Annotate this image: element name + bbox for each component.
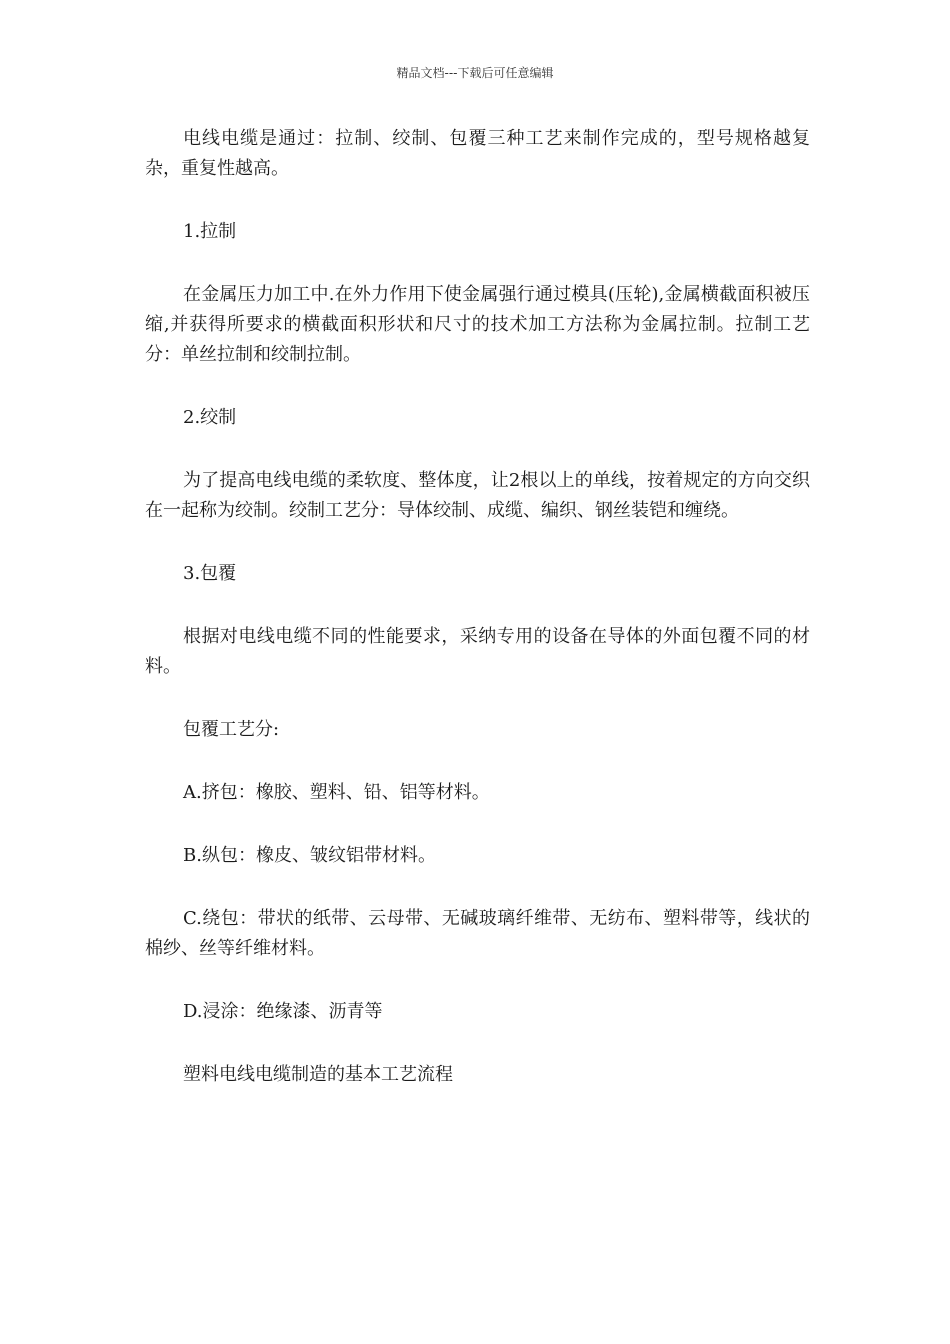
covering-item-d: D.浸涂：绝缘漆、沥青等	[183, 1001, 383, 1022]
stranding-paragraph: 为了提高电线电缆的柔软度、整体度，让2根以上的单线，按着规定的方向交织在一起称为绞制。绞制工艺分：导体绞制、成缆、编织、钢丝装铠和缠绕。	[145, 470, 810, 521]
section-heading-covering: 3.包覆	[183, 563, 237, 584]
intro-paragraph: 电线电缆是通过：拉制、绞制、包覆三种工艺来制作完成的，型号规格越复杂，重复性越高。	[145, 128, 810, 179]
covering-item-b: B.纵包：橡皮、皱纹铝带材料。	[183, 845, 436, 866]
document-body	[145, 124, 810, 1123]
covering-item-c: C.绕包：带状的纸带、云母带、无碱玻璃纤维带、无纺布、塑料带等，线状的棉纱、丝等纤维材料。	[145, 908, 810, 959]
section-heading-stranding: 2.绞制	[183, 407, 237, 428]
section-heading-drawing: 1.拉制	[183, 221, 237, 242]
covering-types-label: 包覆工艺分:	[183, 719, 280, 740]
page-header: 精品文档---下载后可任意编辑	[396, 66, 554, 80]
drawing-paragraph: 在金属压力加工中.在外力作用下使金属强行通过模具(压轮),金属横截面积被压缩,并获得所要求的横截面积形状和尺寸的技术加工方法称为金属拉制。拉制工艺分：单丝拉制和绞制拉制。	[145, 284, 810, 365]
covering-paragraph: 根据对电线电缆不同的性能要求，采纳专用的设备在导体的外面包覆不同的材料。	[145, 626, 810, 677]
process-flow-heading: 塑料电线电缆制造的基本工艺流程	[183, 1064, 453, 1085]
covering-item-a: A.挤包：橡胶、塑料、铅、铝等材料。	[183, 782, 490, 803]
